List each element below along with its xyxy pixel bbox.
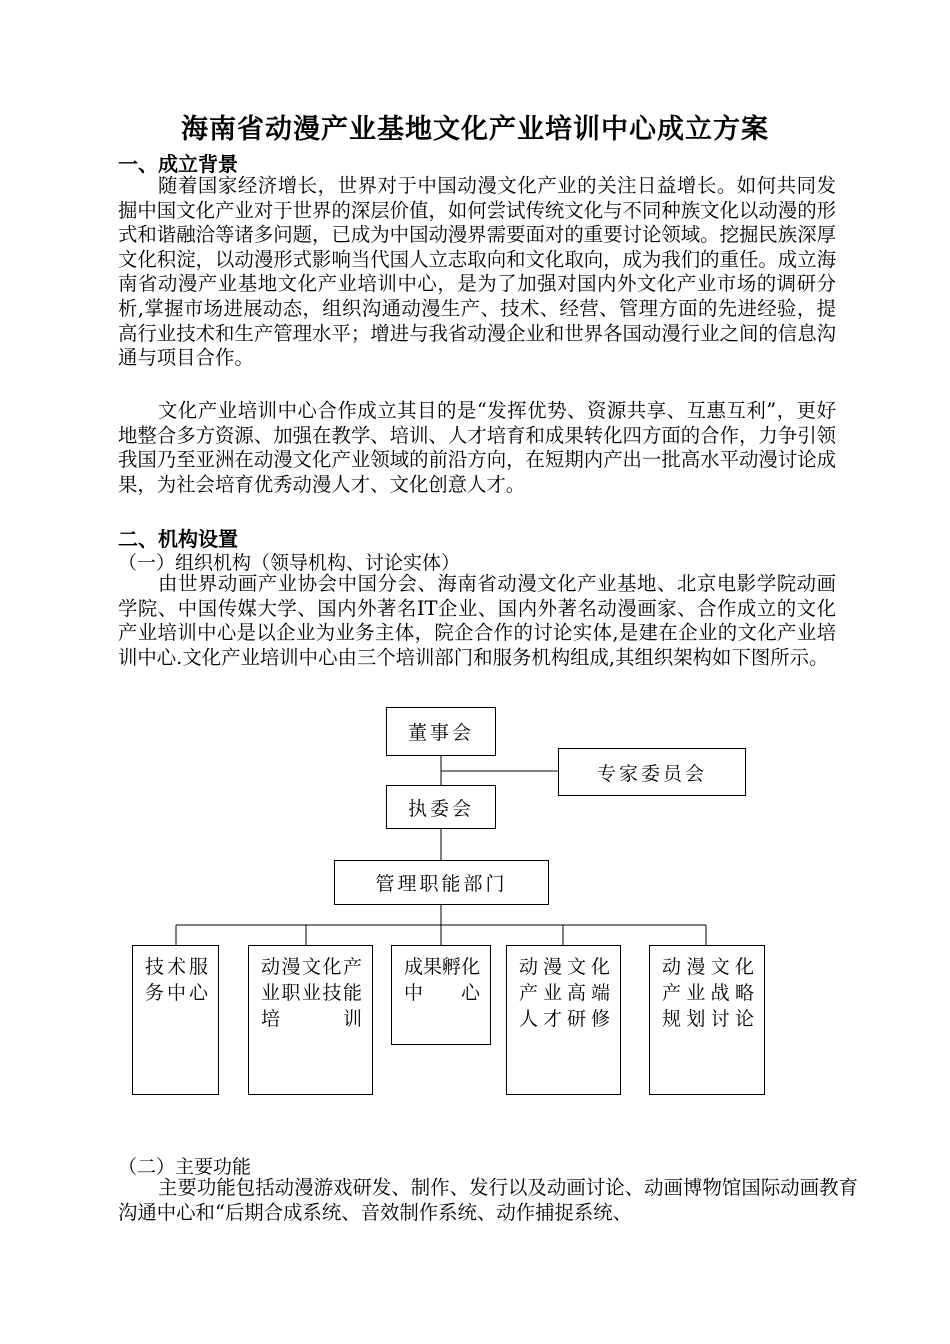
section-heading-background: 一、成立背景: [118, 152, 238, 176]
document-title: 海南省动漫产业基地文化产业培训中心成立方案: [181, 114, 769, 145]
org-node-expert-committee: 专家委员会: [558, 748, 746, 796]
subheading-main-functions: （二）主要功能: [118, 1156, 252, 1178]
org-node-incubation-center: 成果孵化中心: [391, 945, 491, 1045]
paragraph-main-functions: 主要功能包括动漫游戏研发、制作、发行以及动画讨论、动画博物馆国际动画教育沟通中心和“后期合成系统、音效制作系统、动作捕捉系统、: [118, 1176, 858, 1224]
org-node-strategic-planning: 动漫文化产业战略规划讨论: [649, 945, 765, 1095]
paragraph-background-1: 随着国家经济增长，世界对于中国动漫文化产业的关注日益增长。如何共同发掘中国文化产业对于世界的深层价值，如何尝试传统文化与不同种族文化以动漫的形式和谐融洽等诸多问题，已成为中国动漫界需要面对的重要讨论领域。挖掘民族深厚文化积淀，以动漫形式影响当代国人立志取向和文化取向，成为我们的重任。成立海南省动漫产业基地文化产业培训中心，是为了加强对国内外文化产业市场的调研分析,掌握市场进展动态，组织沟通动漫生产、技术、经营、管理方面的先进经验，提高行业技术和生产管理水平；增进与我省动漫企业和世界各国动漫行业之间的信息沟通与项目合作。: [118, 174, 836, 370]
paragraph-background-2: 文化产业培训中心合作成立其目的是“发挥优势、资源共享、互惠互利”，更好地整合多方资源、加强在教学、培训、人才培育和成果转化四方面的合作，力争引领我国乃至亚洲在动漫文化产业领域的前沿方向，在短期内产出一批高水平动漫讨论成果，为社会培育优秀动漫人才、文化创意人才。: [118, 399, 836, 496]
org-node-board: 董事会: [386, 707, 496, 756]
section-heading-organization: 二、机构设置: [118, 527, 238, 551]
paragraph-org-structure: 由世界动画产业协会中国分会、海南省动漫文化产业基地、北京电影学院动画学院、中国传媒大学、国内外著名IT企业、国内外著名动漫画家、合作成立的文化产业培训中心是以企业为业务主体，院企合作的讨论实体,是建在企业的文化产业培训中心.文化产业培训中心由三个培训部门和服务机构组成,其组织架构如下图所示。: [118, 572, 836, 669]
org-node-tech-service-center: 技术服务中心: [132, 945, 219, 1095]
subheading-org-structure: （一）组织机构（领导机构、讨论实体）: [118, 552, 461, 574]
org-node-management-dept: 管理职能部门: [334, 860, 549, 905]
org-node-talent-research: 动漫文化产业高端人才研修: [506, 945, 621, 1095]
org-node-executive-committee: 执委会: [386, 785, 496, 829]
org-node-vocational-training: 动漫文化产业职业技能培训: [248, 945, 373, 1095]
